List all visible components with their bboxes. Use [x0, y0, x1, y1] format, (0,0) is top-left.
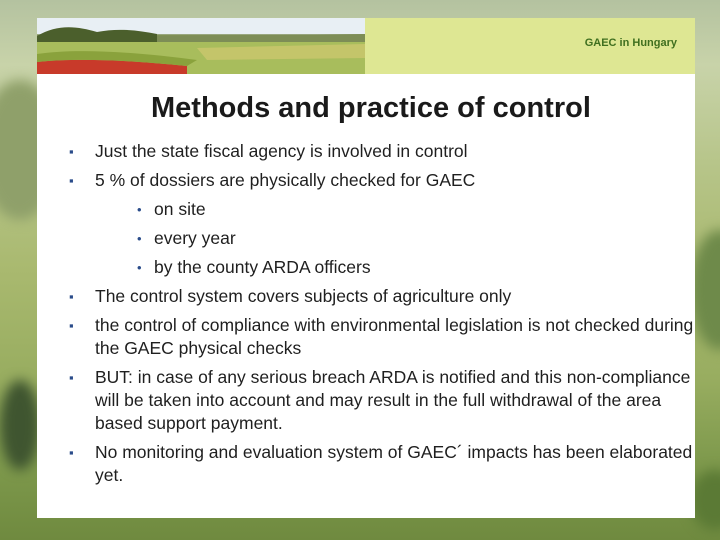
header-photo	[37, 18, 365, 74]
bullet-text: BUT: in case of any serious breach ARDA is notified and this non-compliance will be taken into account and may result in the full withdrawal of the area based support payment.	[95, 367, 691, 433]
bullet-marker-icon: •	[137, 202, 142, 217]
bullet-text: 5 % of dossiers are physically checked for GAEC	[95, 170, 476, 190]
bullet-marker-icon: ▪	[69, 289, 74, 304]
sub-bullet-item	[37, 198, 695, 221]
bullet-item	[37, 314, 695, 360]
sub-bullet-item	[37, 227, 695, 250]
bullet-text: Just the state fiscal agency is involved in control	[95, 141, 468, 161]
bullet-marker-icon: ▪	[69, 173, 74, 188]
bullet-item	[37, 441, 695, 487]
bullet-item	[37, 140, 695, 163]
bullet-marker-icon: ▪	[69, 318, 74, 333]
header-band	[365, 18, 695, 74]
bullet-text: by the county ARDA officers	[154, 257, 371, 277]
bullet-list	[37, 140, 695, 493]
bullet-item	[37, 285, 695, 308]
header-photo-art	[37, 18, 365, 74]
bullet-text: on site	[154, 199, 206, 219]
bullet-text: the control of compliance with environmental legislation is not checked during the GAEC physical checks	[95, 315, 694, 358]
bullet-item	[37, 169, 695, 192]
bullet-text: No monitoring and evaluation system of GAEC´ impacts has been elaborated yet.	[95, 442, 693, 485]
sub-bullet-item	[37, 256, 695, 279]
slide-title: Methods and practice of control	[151, 92, 591, 124]
bullet-text: The control system covers subjects of agriculture only	[95, 286, 512, 306]
bullet-marker-icon: •	[137, 231, 142, 246]
bullet-marker-icon: ▪	[69, 370, 74, 385]
bullet-item	[37, 366, 695, 435]
bullet-marker-icon: ▪	[69, 144, 74, 159]
bullet-marker-icon: •	[137, 260, 142, 275]
header-brand-text: GAEC in Hungary	[584, 37, 677, 49]
slide-content	[37, 74, 695, 518]
bg-tree-left-low	[0, 380, 40, 470]
bullet-text: every year	[154, 228, 236, 248]
bullet-marker-icon: ▪	[69, 445, 74, 460]
